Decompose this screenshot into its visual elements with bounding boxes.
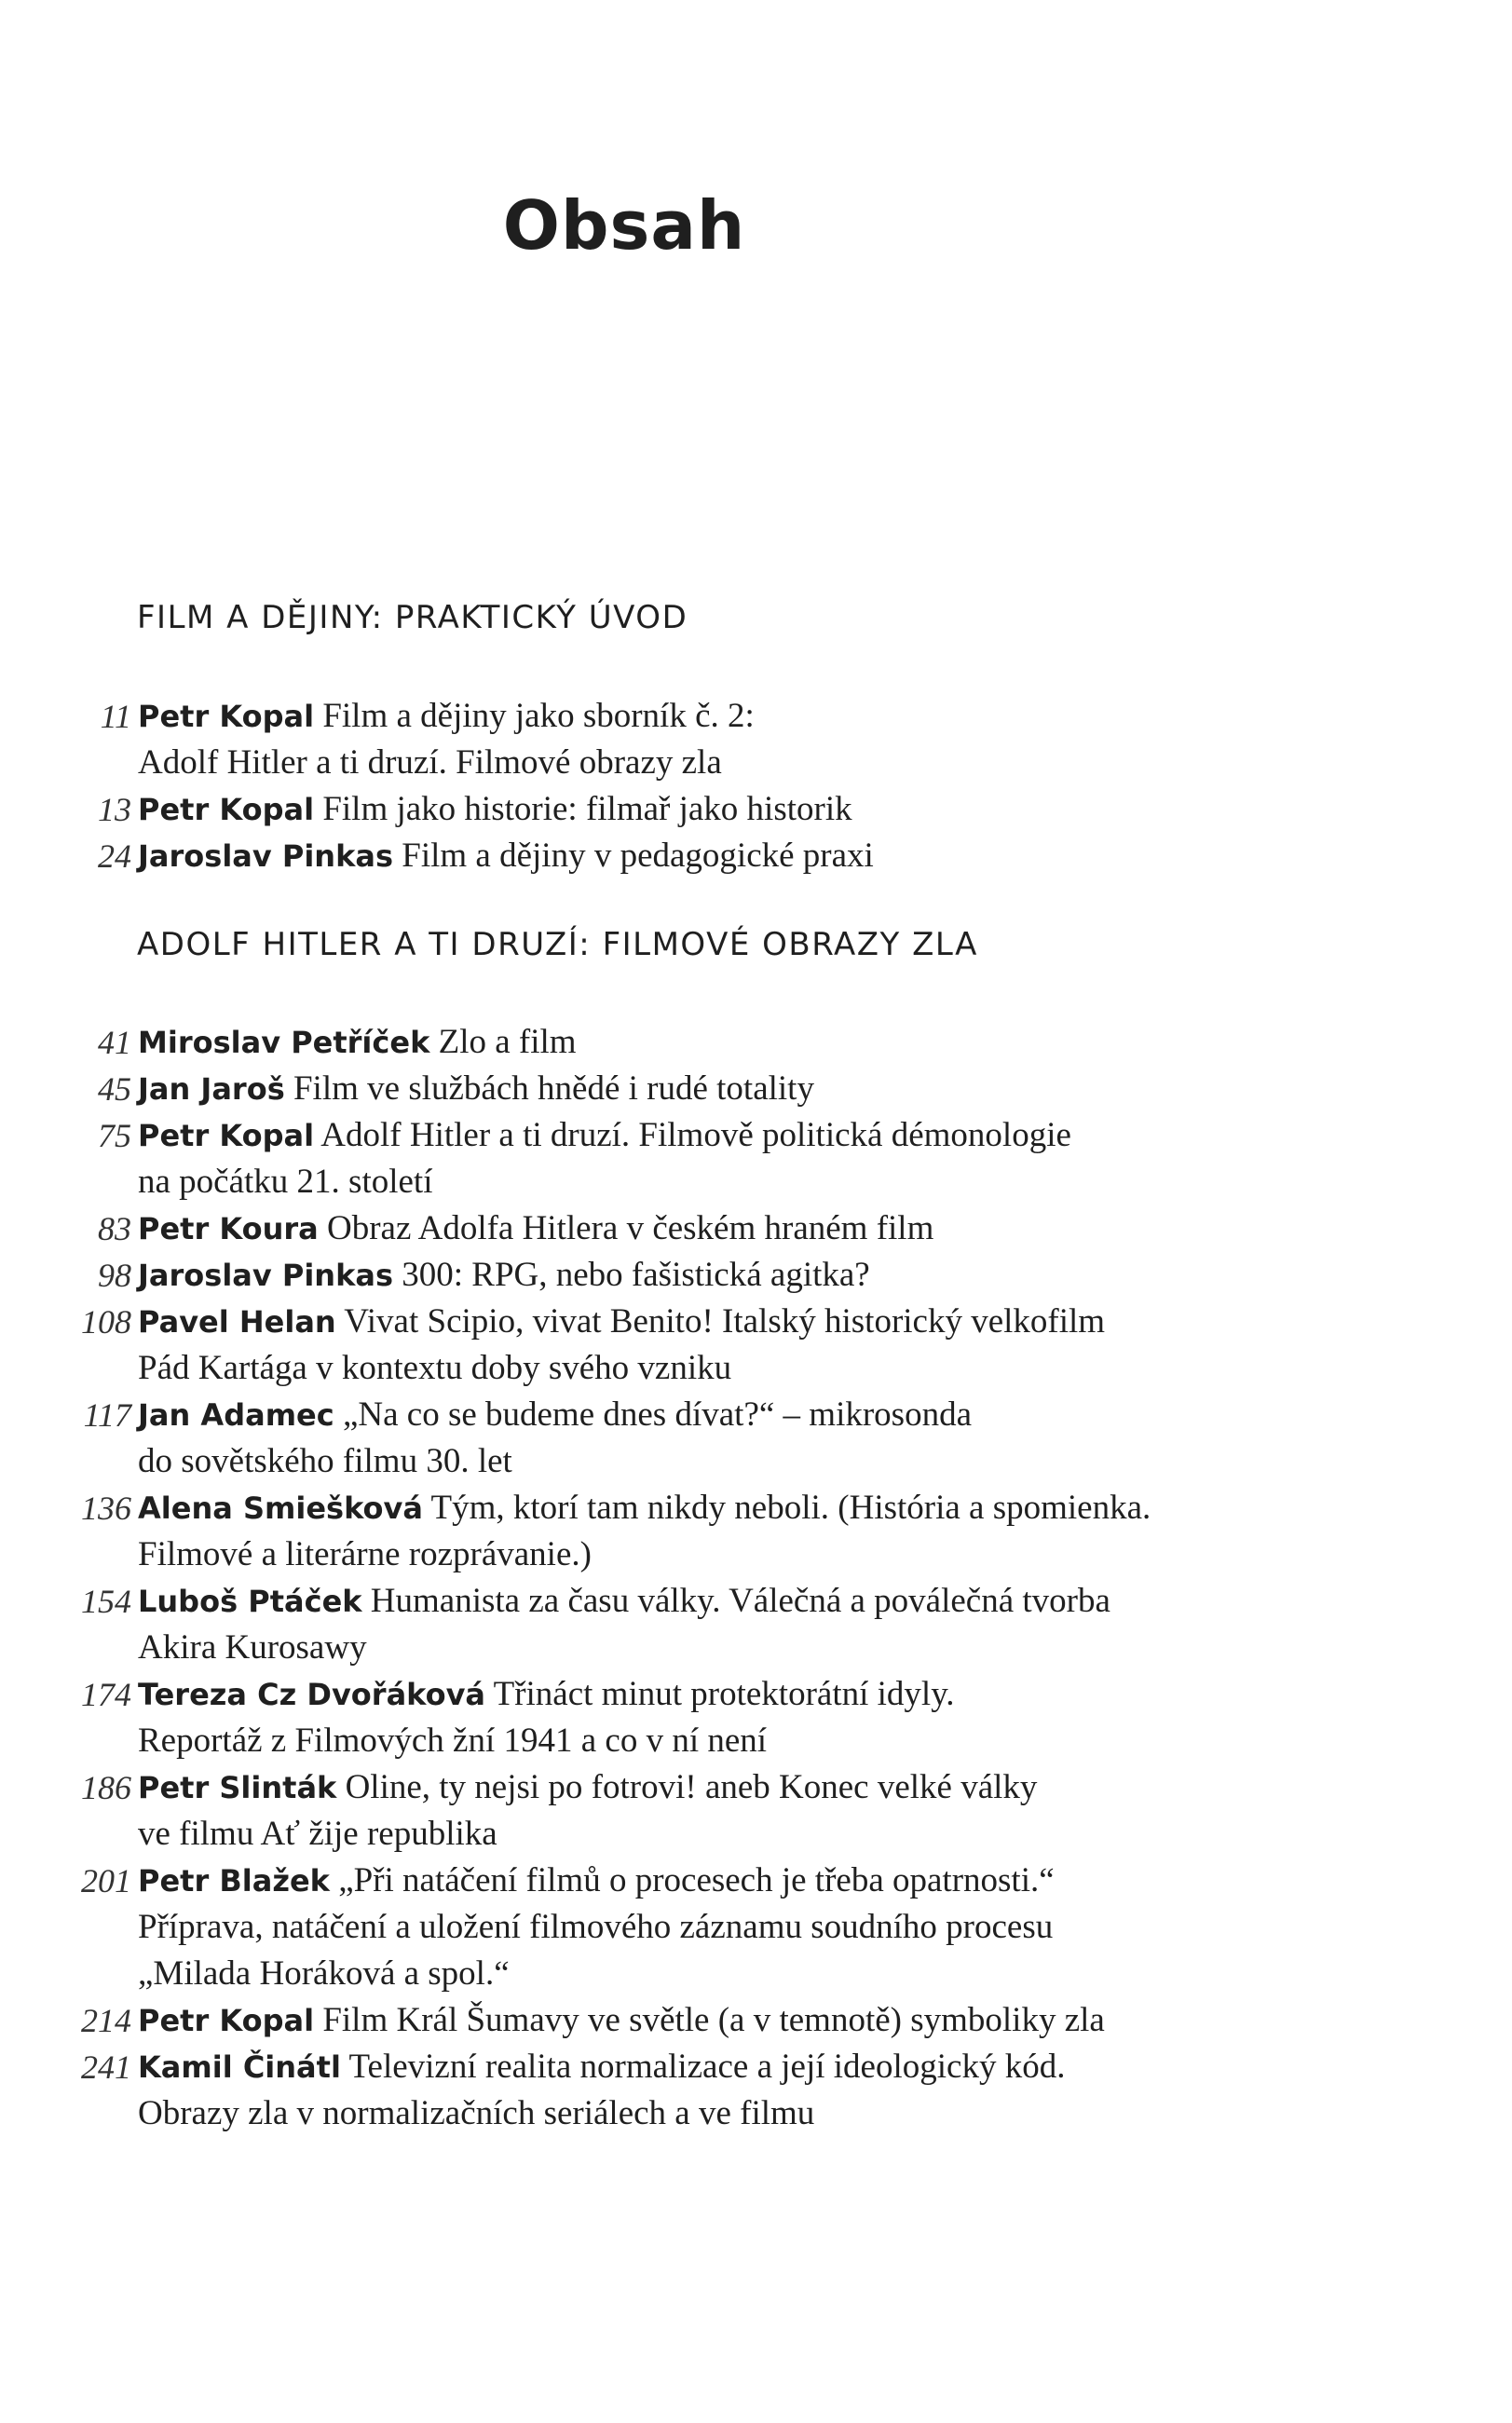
toc-entry — [0, 1299, 1397, 1392]
toc-entry — [0, 693, 1397, 786]
entry-title-line: Film jako historie: filmař jako historik — [322, 790, 852, 828]
toc-entry — [0, 1112, 1397, 1205]
entry-title-line: Film a dějiny v pedagogické praxi — [402, 837, 874, 875]
page-number: 136 — [81, 1490, 131, 1527]
toc-entry — [0, 1764, 1397, 1858]
toc-entry — [0, 1205, 1397, 1252]
page-number: 241 — [81, 2049, 131, 2086]
entry-title — [322, 790, 851, 828]
toc-list — [0, 693, 1397, 879]
page-number: 24 — [98, 837, 131, 875]
toc-entry — [0, 1858, 1397, 1997]
toc-entry — [0, 1066, 1397, 1112]
entry-author: Jan Adamec — [138, 1397, 334, 1433]
page-number: 154 — [81, 1583, 131, 1620]
page-number: 174 — [81, 1676, 131, 1713]
entry-author: Tereza Cz Dvořáková — [138, 1677, 486, 1712]
entry-author: Petr Kopal — [138, 699, 315, 734]
entry-title-line: Adolf Hitler a ti druzí. Filmově politická démonologie — [320, 1116, 1071, 1154]
entry-author: Petr Kopal — [138, 1118, 315, 1153]
entry-author: Petr Kopal — [138, 2003, 315, 2038]
entry-title-line: Vivat Scipio, vivat Benito! Italský historický velkofilm — [344, 1302, 1106, 1341]
page-number: 41 — [98, 1024, 131, 1061]
page-number: 117 — [83, 1396, 131, 1434]
entry-title-line: Film ve službách hnědé i rudé totality — [293, 1069, 814, 1108]
entry-title-line: ve filmu Ať žije republika — [138, 1815, 497, 1853]
entry-author: Petr Kopal — [138, 792, 315, 827]
page-number: 83 — [98, 1210, 131, 1247]
entry-title-line: „Milada Horáková a spol.“ — [138, 1954, 510, 1993]
toc-entry — [0, 2044, 1397, 2137]
entry-author: Kamil Činátl — [138, 2049, 341, 2085]
entry-author: Jaroslav Pinkas — [138, 1258, 393, 1293]
entry-title-line: Reportáž z Filmových žní 1941 a co v ní není — [138, 1722, 768, 1760]
page-number: 13 — [98, 791, 131, 828]
entry-author: Petr Slinták — [138, 1770, 337, 1805]
entry-title-line: Tým, ktorí tam nikdy neboli. (História a spomienka. — [430, 1489, 1151, 1527]
toc-entry — [0, 1997, 1397, 2044]
entry-title-line: Obraz Adolfa Hitlera v českém hraném film — [327, 1209, 934, 1247]
entry-author: Petr Blažek — [138, 1863, 330, 1899]
entry-author: Jaroslav Pinkas — [138, 838, 393, 874]
toc-entry — [0, 1671, 1397, 1764]
page-number: 98 — [98, 1257, 131, 1294]
entry-title-line: Obrazy zla v normalizačních seriálech a ve filmu — [138, 2094, 815, 2132]
entry-title-line: „Na co se budeme dnes dívat?“ – mikrosonda — [342, 1395, 972, 1434]
entry-title-line: Zlo a film — [438, 1023, 577, 1061]
entry-author: Miroslav Petříček — [138, 1025, 430, 1060]
entry-title-line: 300: RPG, nebo fašistická agitka? — [402, 1256, 870, 1294]
toc-entry — [0, 1578, 1397, 1671]
entry-title — [327, 1209, 933, 1247]
entry-title-line: Akira Kurosawy — [138, 1628, 367, 1667]
entry-title-line: Pád Kartága v kontextu doby svého vzniku — [138, 1349, 732, 1387]
entry-title — [322, 2001, 1105, 2039]
toc-entry — [0, 833, 1397, 879]
section-heading: ADOLF HITLER A TI DRUZÍ: FILMOVÉ OBRAZY ZLA — [137, 926, 978, 963]
entry-title-line: Film a dějiny jako sborník č. 2: — [322, 697, 755, 735]
toc-entry — [0, 1252, 1397, 1299]
page-title: Obsah — [502, 186, 746, 265]
toc-entry — [0, 1485, 1397, 1578]
entry-title-line: Oline, ty nejsi po fotrovi! aneb Konec velké války — [345, 1768, 1038, 1806]
toc-entry — [0, 786, 1397, 833]
entry-title-line: „Při natáčení filmů o procesech je třeba opatrnosti.“ — [338, 1861, 1055, 1899]
page-number: 186 — [81, 1769, 131, 1806]
entry-author: Petr Koura — [138, 1211, 319, 1246]
page-number: 45 — [98, 1070, 131, 1108]
entry-title — [439, 1023, 577, 1061]
entry-title-line: Filmové a literárne rozprávanie.) — [138, 1535, 592, 1573]
entry-title — [293, 1069, 814, 1108]
page-number: 214 — [81, 2002, 131, 2039]
entry-title-line: Film Král Šumavy ve světle (a v temnotě) symboliky zla — [322, 2001, 1105, 2039]
page-number: 75 — [98, 1117, 131, 1154]
entry-author: Pavel Helan — [138, 1304, 336, 1340]
entry-title-line: Humanista za času války. Válečná a poválečná tvorba — [370, 1582, 1110, 1620]
entry-title-line: Adolf Hitler a ti druzí. Filmové obrazy zla — [138, 743, 722, 782]
entry-title-line: na počátku 21. století — [138, 1163, 433, 1201]
entry-title-line: Třináct minut protektorátní idyly. — [493, 1675, 955, 1713]
toc-entry — [0, 1392, 1397, 1485]
entry-author: Luboš Ptáček — [138, 1584, 362, 1619]
page-number: 108 — [81, 1303, 131, 1341]
toc-entry — [0, 1019, 1397, 1066]
entry-author: Jan Jaroš — [138, 1071, 285, 1107]
page-number: 11 — [100, 698, 131, 735]
page-number: 201 — [81, 1862, 131, 1899]
toc-list — [0, 1019, 1397, 2137]
entry-title-line: Televizní realita normalizace a její ideologický kód. — [348, 2048, 1066, 2086]
entry-author: Alena Smiešková — [138, 1491, 423, 1526]
entry-title-line: do sovětského filmu 30. let — [138, 1442, 512, 1480]
entry-title-line: Příprava, natáčení a uložení filmového záznamu soudního procesu — [138, 1908, 1054, 1946]
entry-title — [138, 697, 1397, 786]
entry-title — [402, 837, 874, 875]
entry-title — [138, 1116, 1397, 1205]
entry-title — [402, 1256, 869, 1294]
section-heading: FILM A DĚJINY: PRAKTICKÝ ÚVOD — [137, 599, 688, 636]
